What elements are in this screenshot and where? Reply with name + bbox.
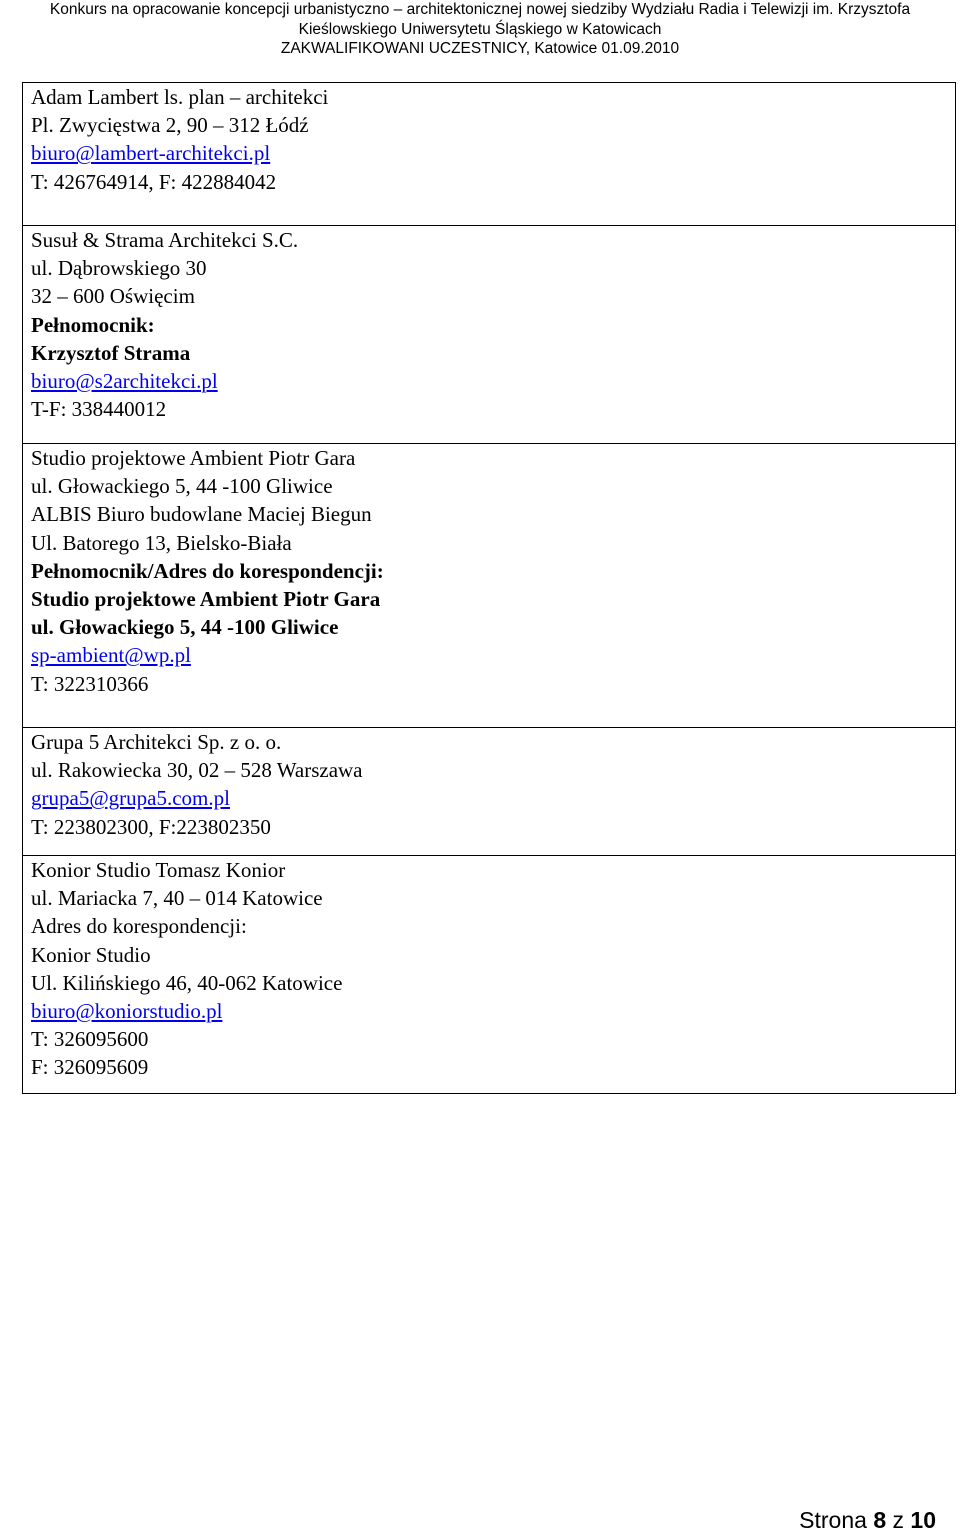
table-row <box>23 83 956 226</box>
email-link[interactable]: biuro@s2architekci.pl <box>31 368 218 393</box>
entry-line: Grupa 5 Architekci Sp. z o. o. <box>31 730 282 754</box>
entry-cell <box>23 728 956 856</box>
entry-cell <box>23 83 956 226</box>
entry-line-bold: ul. Głowackiego 5, 44 -100 Gliwice <box>31 615 339 640</box>
entry-line: Konior Studio <box>31 942 151 967</box>
entry-cell <box>23 444 956 728</box>
header-line-1: Konkurs na opracowanie koncepcji urbanistyczno – architektonicznej nowej siedziby Wydziału Radia i Telewizji im. Krzysztofa <box>49 1 911 18</box>
header-line-3: ZAKWALIFIKOWANI UCZESTNICY, Katowice 01.09.2010 <box>280 40 680 57</box>
table-row <box>23 856 956 1094</box>
entry-line-bold: Krzysztof Strama <box>31 340 191 365</box>
entry-line: T: 426764914, F: 422884042 <box>31 169 277 194</box>
current-page: 8 <box>873 1507 887 1533</box>
entry-line: T: 322310366 <box>31 671 149 696</box>
entry-line: Pl. Zwycięstwa 2, 90 – 312 Łódź <box>31 113 309 138</box>
email-link[interactable]: sp-ambient@wp.pl <box>31 643 191 668</box>
entry-line: ul. Mariacka 7, 40 – 014 Katowice <box>31 886 323 911</box>
table-row <box>23 444 956 728</box>
entry-cell <box>23 856 956 1094</box>
entry-line: 32 – 600 Oświęcim <box>31 284 195 309</box>
entry-line: Adres do korespondencji: <box>31 914 247 939</box>
entry-line: Studio projektowe Ambient Piotr Gara <box>31 446 356 470</box>
entry-line: Konior Studio Tomasz Konior <box>31 858 286 882</box>
page-label: Strona <box>799 1507 867 1533</box>
entry-line: ul. Dąbrowskiego 30 <box>31 256 207 281</box>
participants-table <box>22 82 956 1094</box>
page-separator: z <box>892 1507 905 1533</box>
entry-line: F: 326095609 <box>31 1055 149 1080</box>
table-row <box>23 728 956 856</box>
entry-line: Susuł & Strama Architekci S.C. <box>31 228 299 252</box>
email-link[interactable]: biuro@koniorstudio.pl <box>31 998 223 1023</box>
entry-line: Ul. Batorego 13, Bielsko-Biała <box>31 530 292 555</box>
entry-line: T: 326095600 <box>31 1027 149 1052</box>
entry-line: Adam Lambert ls. plan – architekci <box>31 85 329 109</box>
total-pages: 10 <box>910 1507 936 1533</box>
header-line-2: Kieślowskiego Uniwersytetu Śląskiego w Katowicach <box>298 20 662 38</box>
table-row <box>23 226 956 444</box>
entry-line: Ul. Kilińskiego 46, 40-062 Katowice <box>31 970 343 995</box>
entry-line-bold: Studio projektowe Ambient Piotr Gara <box>31 586 381 611</box>
entry-line-bold: Pełnomocnik/Adres do korespondencji: <box>31 558 384 583</box>
email-link[interactable]: grupa5@grupa5.com.pl <box>31 786 230 811</box>
entry-line: ul. Głowackiego 5, 44 -100 Gliwice <box>31 474 333 499</box>
entry-line: T-F: 338440012 <box>31 397 167 422</box>
entry-cell <box>23 226 956 444</box>
entry-line: ALBIS Biuro budowlane Maciej Biegun <box>31 502 372 527</box>
document-header <box>0 0 960 59</box>
entry-line: T: 223802300, F:223802350 <box>31 814 271 839</box>
entry-line: ul. Rakowiecka 30, 02 – 528 Warszawa <box>31 758 363 783</box>
entry-line-bold: Pełnomocnik: <box>31 312 155 337</box>
email-link[interactable]: biuro@lambert-architekci.pl <box>31 141 271 166</box>
page-number <box>799 1507 936 1534</box>
